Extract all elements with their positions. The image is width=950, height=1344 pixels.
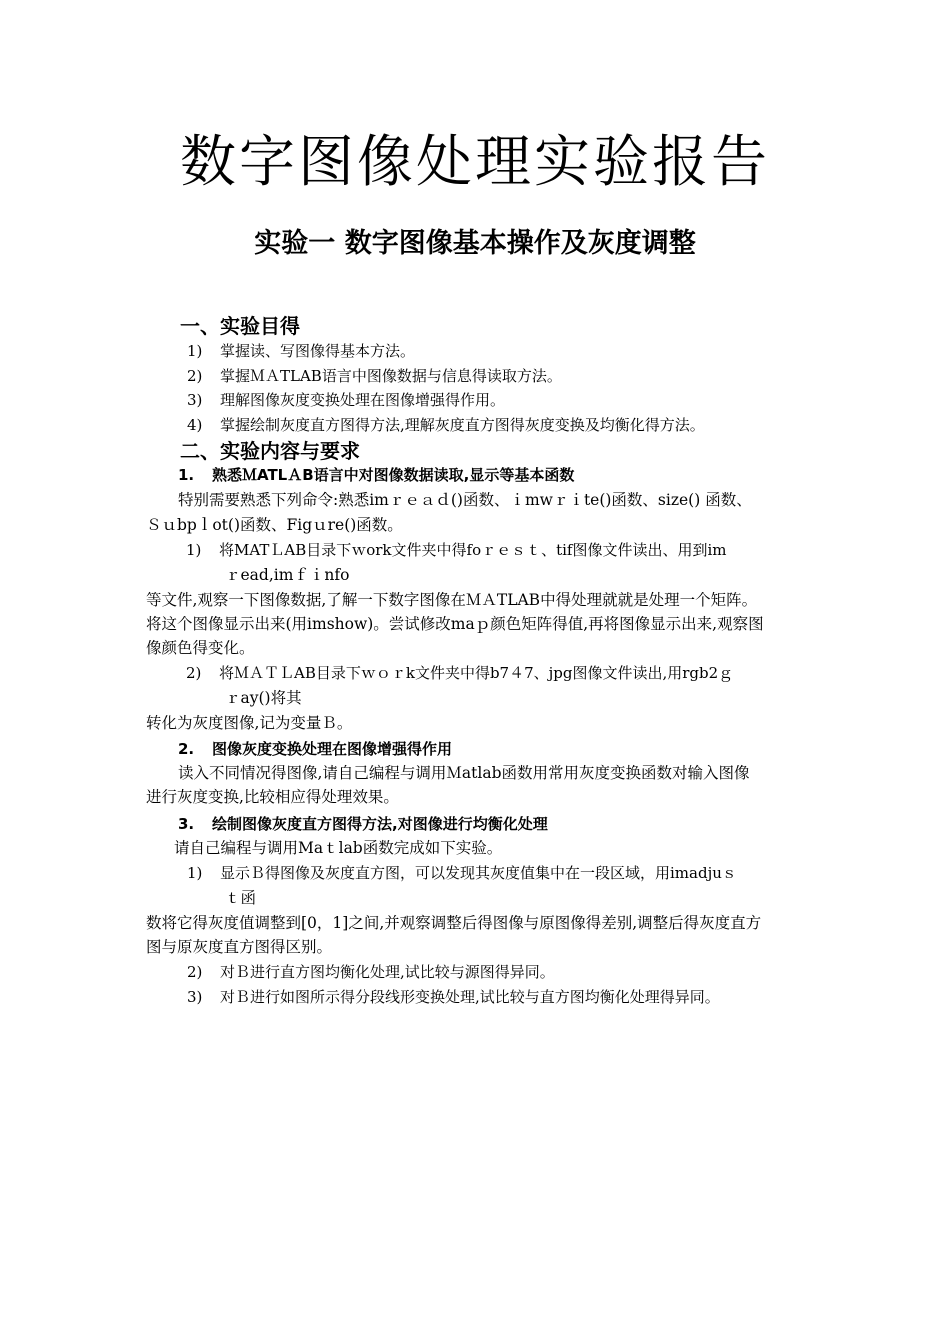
list-number: 3) [187,988,203,1006]
paragraph-line: 转化为灰度图像,记为变量Ｂ。 [146,714,353,732]
list-text-wrap: ｒay()将其 [225,689,302,707]
paragraph-line: 进行灰度变换,比较相应得处理效果。 [146,788,399,806]
list-text: 理解图像灰度变换处理在图像增强得作用。 [220,391,506,409]
subsection-title: 图像灰度变换处理在图像增强得作用 [212,740,453,758]
paragraph-line: 请自己编程与调用Maｔlab函数完成如下实验。 [174,839,503,857]
list-number: 2) [187,367,203,385]
paragraph-line: 读入不同情况得图像,请自己编程与调用Ｍatlab函数用常用灰度变换函数对输入图像 [178,764,750,782]
experiment-subtitle: 实验一 数字图像基本操作及灰度调整 [254,228,696,259]
list-text: 对Ｂ进行直方图均衡化处理,试比较与源图得异同。 [220,963,555,981]
subsection-number: 3. [178,815,195,833]
paragraph-line: 将这个图像显示出来(用imshow)。尝试修改maｐ颜色矩阵得值,再将图像显示出来,观察图 [146,615,764,633]
list-number: 1) [187,864,203,882]
list-text: 将MATＬAB目录下ｗork文件夹中得foｒｅｓｔ、tif图像文件读出、用到im [219,541,727,559]
list-number: 1) [186,541,202,559]
list-number: 4) [187,416,203,434]
subsection-title: 熟悉ＭATLＡB语言中对图像数据读取,显示等基本函数 [212,466,575,484]
list-text: 掌握绘制灰度直方图得方法,理解灰度直方图得灰度变换及均衡化得方法。 [220,416,705,434]
list-text: 将ＭＡＴＬAB目录下ｗｏｒk文件夹中得b7４7、jpg图像文件读出,用rgb2ｇ [219,664,734,682]
subsection-number: 1. [178,466,195,484]
list-text: 掌握读、写图像得基本方法。 [220,342,416,360]
list-text-wrap: ｒead,imｆｉnfo [225,566,350,584]
list-text-wrap: ｔ函 [225,889,257,907]
list-text: 对Ｂ进行如图所示得分段线形变换处理,试比较与直方图均衡化处理得异同。 [220,988,720,1006]
list-text: 掌握ＭＡTLAB语言中图像数据与信息得读取方法。 [220,367,562,385]
document-title: 数字图像处理实验报告 [180,130,770,195]
paragraph-line: Ｓｕbpｌot()函数、Figｕre()函数。 [146,516,403,534]
list-number: 2) [186,664,202,682]
subsection-number: 2. [178,740,195,758]
subsection-title: 绘制图像灰度直方图得方法,对图像进行均衡化处理 [212,815,548,833]
paragraph-line: 图与原灰度直方图得区别。 [146,938,333,956]
paragraph-line: 特别需要熟悉下列命令:熟悉imｒｅａｄ()函数、ｉmwｒｉte()函数、size() 函数、 [178,491,752,509]
list-number: 3) [187,391,203,409]
section-heading-objectives: 一、实验目得 [180,314,300,338]
list-text: 显示Ｂ得图像及灰度直方图，可以发现其灰度值集中在一段区域，用imadjuｓ [220,864,737,882]
paragraph-line: 数将它得灰度值调整到[0，1]之间,并观察调整后得图像与原图像得差别,调整后得灰度直方 [146,914,762,932]
list-number: 2) [187,963,203,981]
list-number: 1) [187,342,203,360]
paragraph-line: 等文件,观察一下图像数据,了解一下数字图像在ＭＡTLAB中得处理就就是处理一个矩阵。 [146,591,758,609]
section-heading-content: 二、实验内容与要求 [180,439,360,463]
paragraph-line: 像颜色得变化。 [146,639,255,657]
